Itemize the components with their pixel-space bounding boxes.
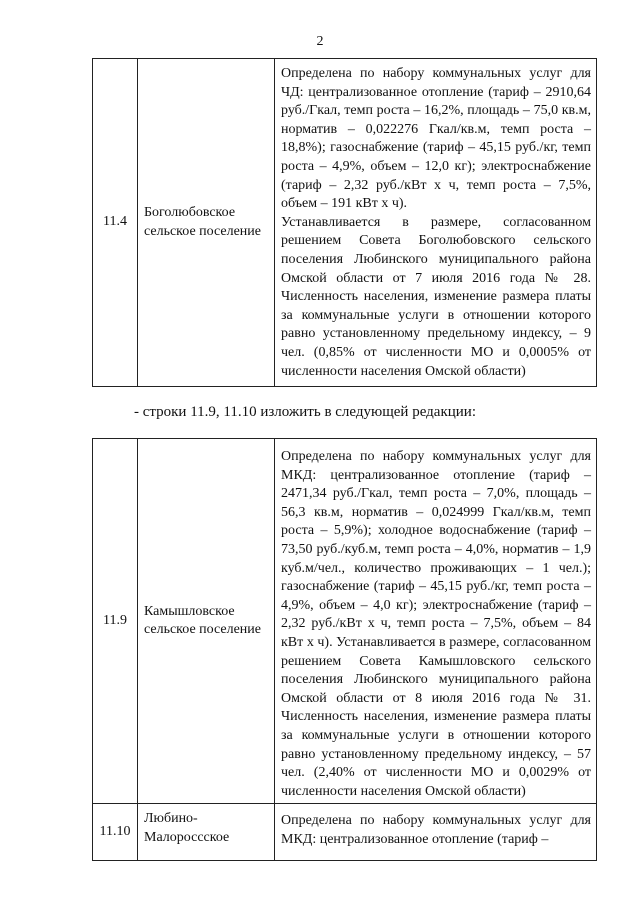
description-paragraph: Определена по набору коммунальных услуг для МКД: централизованное отопление (тариф – 2471,34 руб./Гкал, темп роста – 7,0%, площадь – 56,3 кв.м, норматив – 0,024999 Гкал/кв.м, темп роста – 5,9%); холодное водоснабжение (тариф – 73,50 руб./куб.м, темп роста – 4,0%, норматив – 1,9 куб.м/чел., количество проживающих – 1 чел.); газоснабжение (тариф – 45,15 руб./кг, темп роста – 4,9%, объем – 4,0 кг); электроснабжение (тариф – 2,32 руб./кВт х ч, темп роста – 7,5%, объем – 84 кВт х ч). Устанавливается в размере, согласованном решением Совета Камышловского сельского поселения Любинского муниципального района Омской области от 8 июля 2016 года № 31. Численность населения, изменение размера платы за коммунальные услуги в отношении которого равно установленному предельному индексу, – 57 чел. (2,40% от численности МО и 0,0029% от численности населения Омской области): [281, 449, 591, 799]
description-paragraph: Определена по набору коммунальных услуг для МКД: централизованное отопление (тариф –: [281, 813, 591, 847]
row-number: 11.4: [103, 214, 127, 230]
description-cell: [275, 804, 597, 861]
tariff-table-row-11-4: [92, 58, 597, 387]
settlement-name-cell: [138, 59, 275, 387]
description-paragraph: Устанавливается в размере, согласованном решением Совета Боголюбовского сельского поселения Любинского муниципального района Омской области от 7 июля 2016 года № 28. Численность населения, изменение размера платы за коммунальные услуги в отношении которого равно установленному предельному индексу, – 9 чел. (0,85% от численности МО и 0,0005% от численности населения Омской области): [281, 214, 591, 379]
amendment-instruction: - строки 11.9, 11.10 изложить в следующей редакции:: [134, 404, 476, 420]
tariff-table-rows-11-9-11-10: [92, 438, 597, 861]
description-cell: [275, 439, 597, 804]
settlement-name: Боголюбовское сельское поселение: [144, 204, 261, 239]
table-row: [93, 439, 597, 804]
description-cell: [275, 59, 597, 387]
row-number: 11.10: [99, 823, 131, 839]
row-number: 11.9: [103, 612, 127, 628]
row-number-cell: [93, 804, 138, 861]
table-row: [93, 804, 597, 861]
settlement-name-cell: [138, 439, 275, 804]
description-paragraph: Определена по набору коммунальных услуг для ЧД: централизованное отопление (тариф – 2910,64 руб./Гкал, темп роста – 16,2%, площадь – 75,0 кв.м, норматив – 0,022276 Гкал/кв.м, темп роста – 18,8%); газоснабжение (тариф – 45,15 руб./кг, темп роста – 4,9%, объем – 12,0 кг); электроснабжение (тариф – 2,32 руб./кВт х ч, темп роста – 7,5%, объем – 191 кВт х ч).: [281, 66, 591, 212]
settlement-name: Камышловское сельское поселение: [144, 603, 261, 638]
settlement-name: Любино-Малороссское: [144, 811, 230, 845]
page-number: 2: [316, 34, 324, 49]
row-number-cell: [93, 59, 138, 387]
table-row: [93, 59, 597, 387]
row-number-cell: [93, 439, 138, 804]
settlement-name-cell: [138, 804, 275, 861]
